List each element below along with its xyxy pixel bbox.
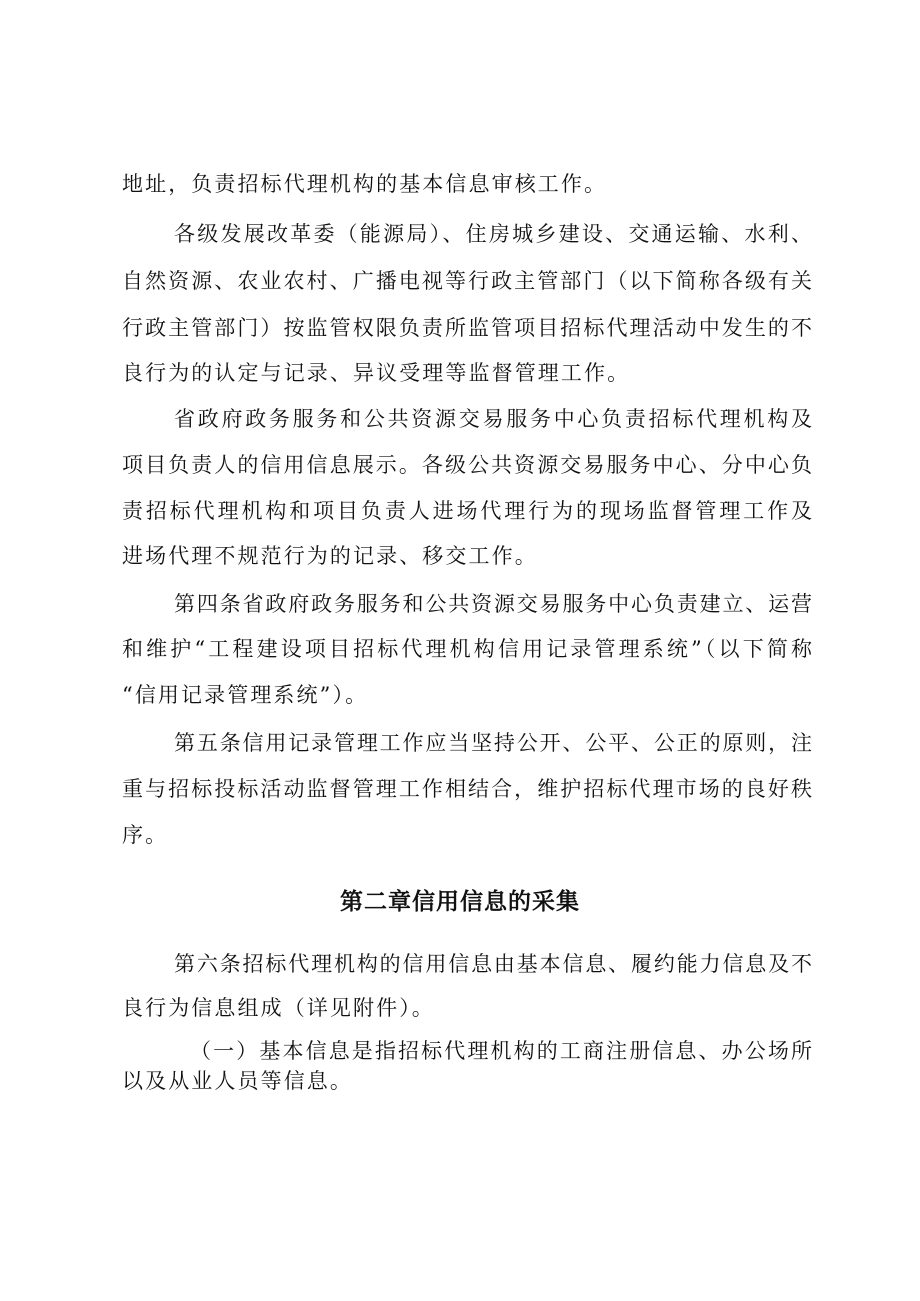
paragraph-line: 良行为信息组成（详见附件）。 (122, 996, 435, 1020)
paragraph-line: 进场代理不规范行为的记录、移交工作。 (122, 544, 538, 568)
paragraph-line: 各级发展改革委（能源局）、住房城乡建设、交通运输、水利、 (174, 222, 812, 246)
paragraph-line: 地址，负责招标代理机构的基本信息审核工作。 (122, 172, 608, 196)
paragraph-line: 第四条省政府政务服务和公共资源交易服务中心负责建立、运营 (174, 592, 812, 616)
paragraph-line: 以及从业人员等信息。 (122, 1069, 353, 1093)
paragraph-line: 项目负责人的信用信息展示。各级公共资源交易服务中心、分中心负 (122, 453, 812, 477)
paragraph-line: 第五条信用记录管理工作应当坚持公开、公平、公正的原则，注 (174, 731, 812, 755)
paragraph-line: 责招标代理机构和项目负责人进场代理行为的现场监督管理工作及 (122, 499, 812, 523)
paragraph-line: “信用记录管理系统”）。 (122, 683, 369, 707)
paragraph-line: 重与招标投标活动监督管理工作相结合，维护招标代理市场的良好秩 (122, 777, 812, 801)
paragraph-line: 第六条招标代理机构的信用信息由基本信息、履约能力信息及不 (174, 952, 812, 976)
paragraph-line: 序。 (122, 823, 169, 847)
paragraph-line: 省政府政务服务和公共资源交易服务中心负责招标代理机构及 (174, 407, 812, 431)
paragraph-line: 良行为的认定与记录、异议受理等监督管理工作。 (122, 361, 631, 385)
paragraph-line: 自然资源、农业农村、广播电视等行政主管部门（以下简称各级有关 (122, 269, 812, 293)
paragraph-line: （一）基本信息是指招标代理机构的工商注册信息、办公场所 (190, 1039, 812, 1063)
paragraph-line: 和维护“工程建设项目招标代理机构信用记录管理系统”（以下简称 (122, 637, 812, 661)
paragraph-line: 行政主管部门）按监管权限负责所监管项目招标代理活动中发生的不 (122, 316, 812, 340)
chapter-heading: 第二章信用信息的采集 (340, 889, 580, 915)
